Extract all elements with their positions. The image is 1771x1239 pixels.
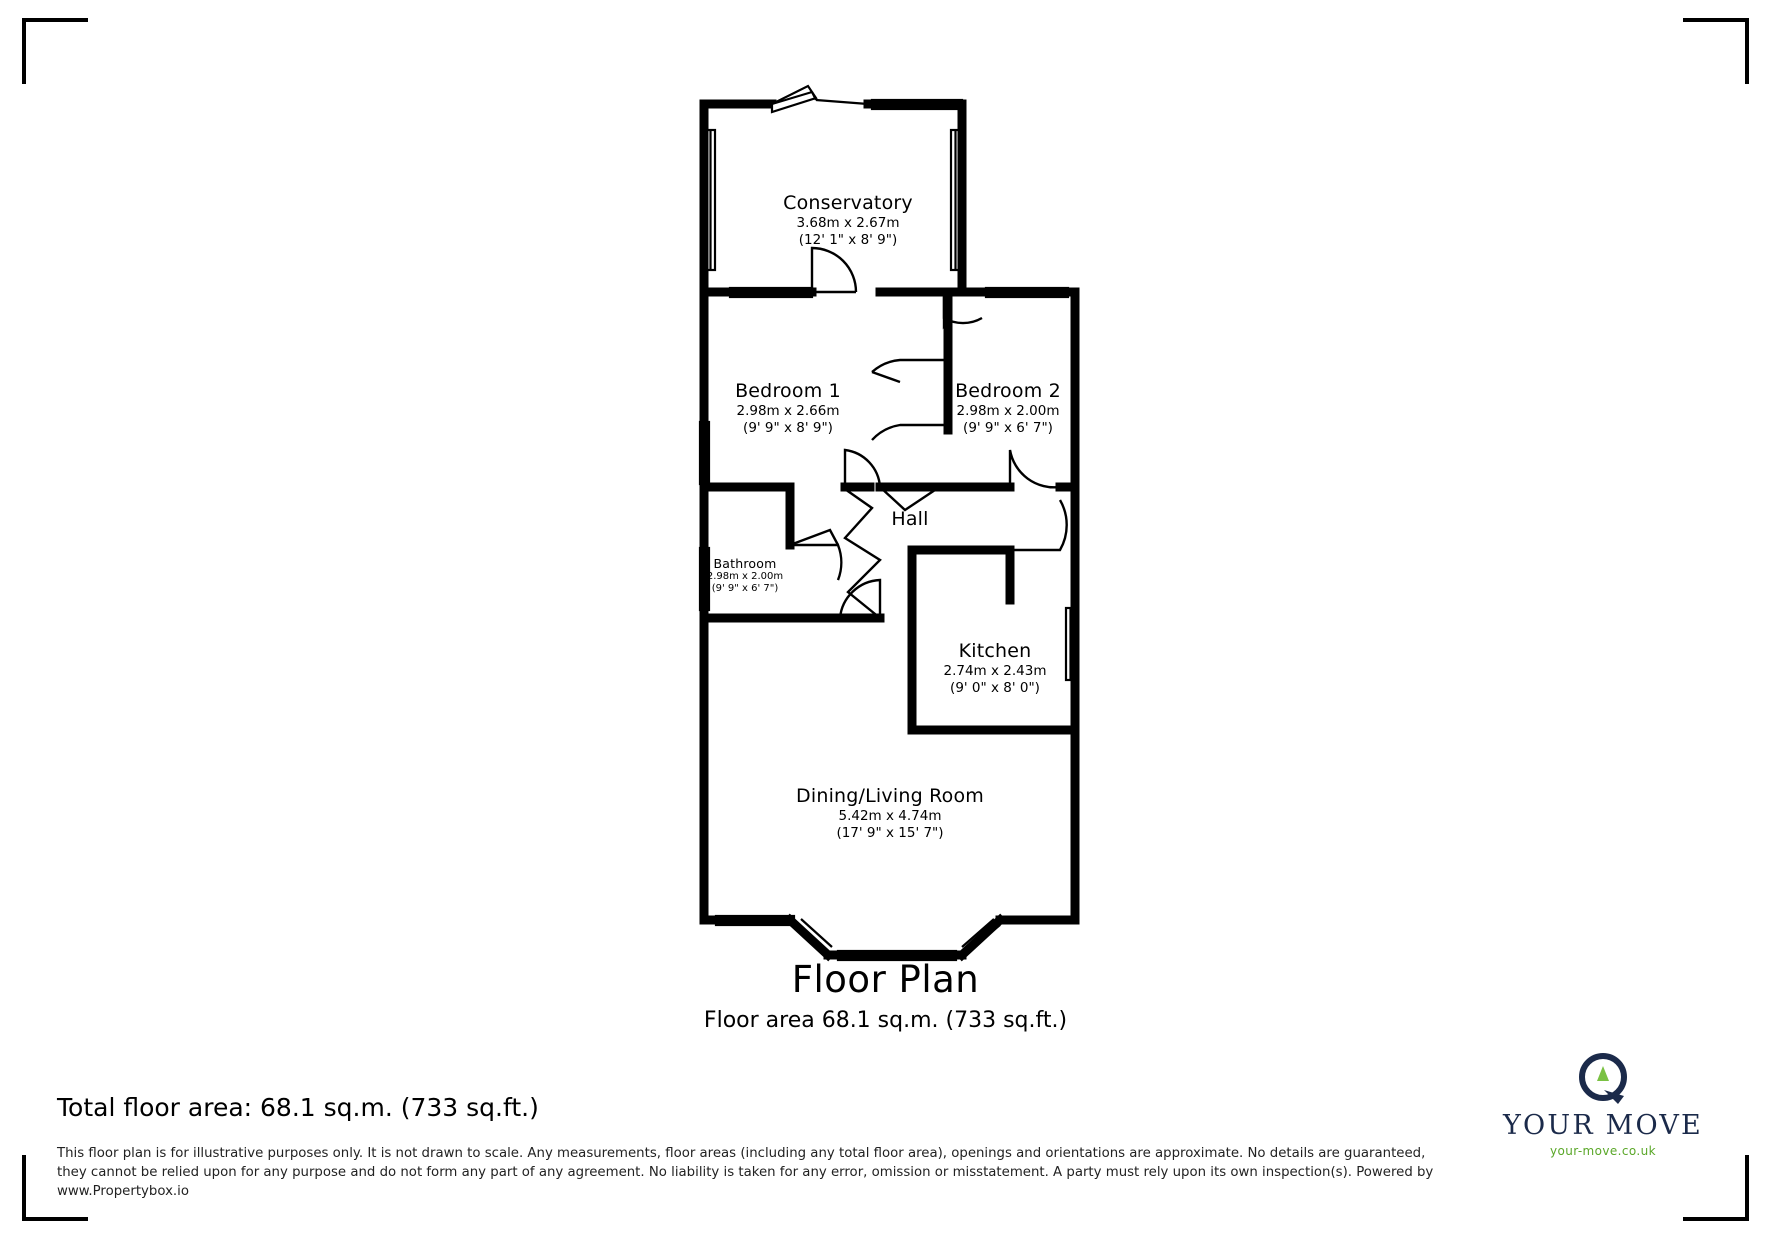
room-name: Bedroom 1 — [735, 380, 841, 402]
page-title: Floor Plan — [791, 958, 980, 1001]
room-label-bathroom — [680, 556, 810, 596]
room-name: Bedroom 2 — [955, 380, 1061, 402]
room-metric: 2.98m x 2.66m — [736, 403, 840, 420]
room-metric: 5.42m x 4.74m — [838, 808, 942, 825]
room-name: Hall — [891, 508, 929, 530]
room-imperial: (9' 0" x 8' 0") — [950, 679, 1040, 696]
room-name: Conservatory — [783, 192, 913, 214]
room-imperial: (9' 9" x 8' 9") — [743, 419, 833, 436]
your-move-ring-icon — [1574, 1050, 1632, 1108]
room-name: Kitchen — [958, 640, 1032, 662]
room-name: Bathroom — [713, 556, 777, 571]
room-imperial: (17' 9" x 15' 7") — [836, 824, 944, 841]
brand-logo — [1503, 1050, 1703, 1158]
room-label-dining-living-room — [700, 785, 1080, 841]
brand-url: your-move.co.uk — [1550, 1144, 1656, 1158]
room-metric: 2.98m x 2.00m — [956, 403, 1060, 420]
room-imperial: (12' 1" x 8' 9") — [798, 231, 898, 248]
crop-mark-bottom-right — [1683, 1155, 1749, 1221]
room-metric: 2.74m x 2.43m — [943, 663, 1047, 680]
room-metric: 3.68m x 2.67m — [796, 215, 900, 232]
disclaimer-text: This floor plan is for illustrative purposes only. It is not drawn to scale. Any measurements, floor areas (including any total floor area), openings and orientations are approximate. No details are guaranteed, they cannot be relied upon for any purpose and do not form any part of any agreement. No liability is taken for any error, omission or misstatement. A party must rely upon its own inspection(s). Powered by www.Propertybox.io — [57, 1146, 1434, 1199]
room-label-kitchen — [885, 640, 1105, 696]
room-label-conservatory — [733, 192, 963, 248]
room-label-bedroom-2 — [898, 380, 1118, 436]
brand-wordmark: YOUR MOVE — [1503, 1110, 1703, 1141]
room-imperial: (9' 9" x 6' 7") — [963, 419, 1053, 436]
total-floor-area: Total floor area: 68.1 sq.m. (733 sq.ft.) — [57, 1093, 539, 1122]
room-metric: 2.98m x 2.00m — [706, 571, 784, 583]
room-label-hall — [850, 508, 970, 531]
room-label-bedroom-1 — [678, 380, 898, 436]
room-imperial: (9' 9" x 6' 7") — [711, 583, 779, 595]
room-name: Dining/Living Room — [796, 785, 984, 807]
floor-area-text: Floor area 68.1 sq.m. (733 sq.ft.) — [703, 1008, 1068, 1033]
